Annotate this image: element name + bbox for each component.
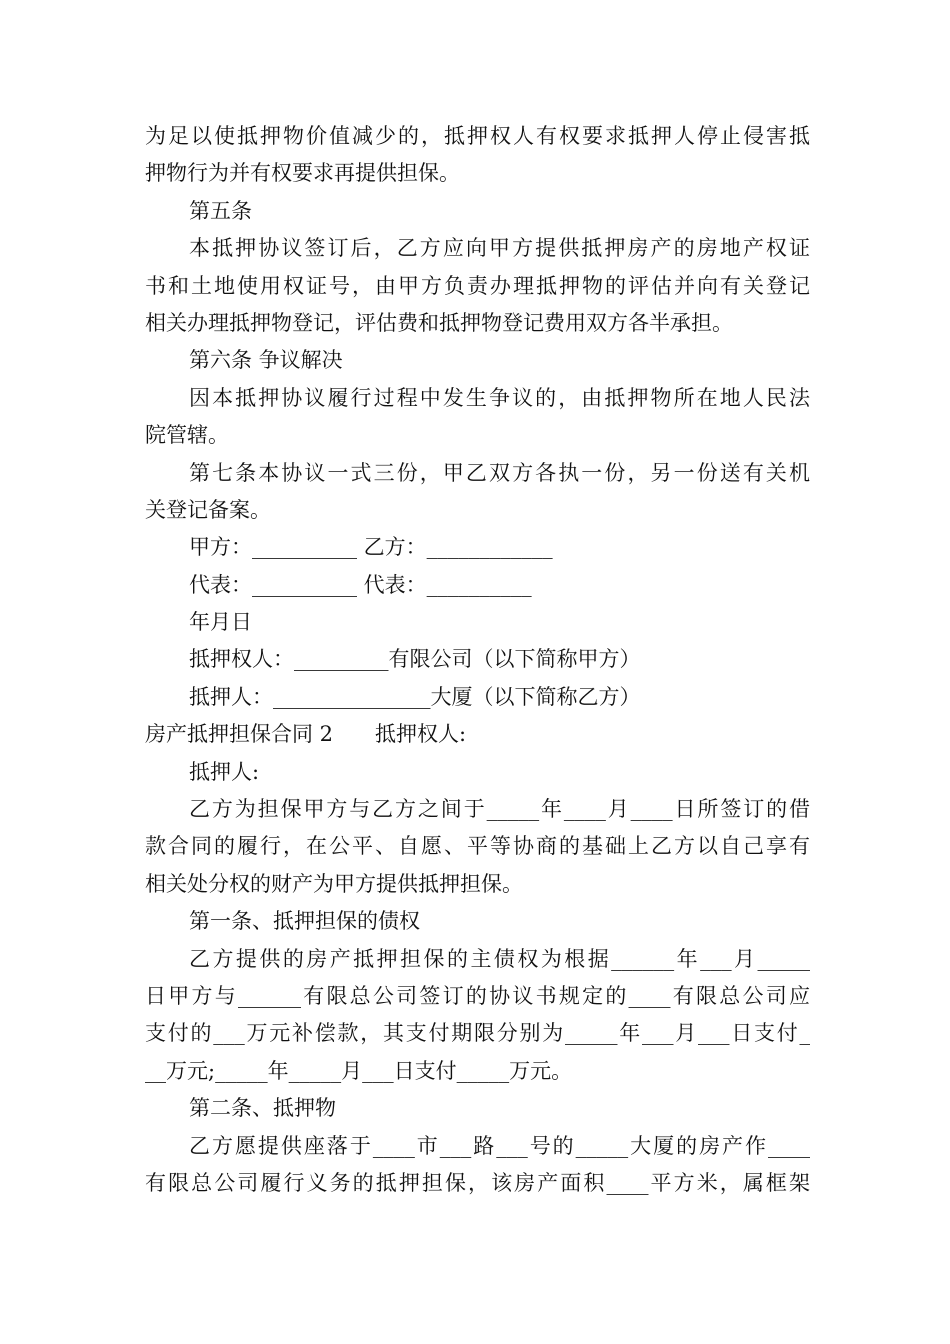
mortgagor-label: 抵押人:	[189, 759, 260, 784]
text-line: 乙方愿提供座落于____市___路___号的_____大厦的房产作____	[189, 1133, 810, 1158]
mortgagee-line: 抵押权人：_________有限公司（以下简称甲方）	[189, 647, 641, 672]
article-heading: 第六条 争议解决	[189, 348, 343, 373]
text-line: 支付的___万元补偿款，其支付期限分别为_____年___月___日支付_	[145, 1021, 810, 1046]
text-line: 有限总公司履行义务的抵押担保，该房产面积____平方米，属框架	[145, 1170, 810, 1195]
text-line: 本抵押协议签订后，乙方应向甲方提供抵押房产的房地产权证	[189, 236, 810, 261]
text-line: 书和土地使用权证号，由甲方负责办理抵押物的评估并向有关登记	[145, 273, 810, 298]
contract-text	[145, 118, 810, 1202]
text-line: 关登记备案。	[145, 497, 271, 522]
text-line: 乙方为担保甲方与乙方之间于_____年____月____日所签订的借	[189, 797, 810, 822]
signature-line: 甲方：__________ 乙方：____________	[189, 535, 553, 560]
text-line: 第七条本协议一式三份，甲乙双方各执一份，另一份送有关机	[189, 460, 810, 485]
contract-title: 房产抵押担保合同 2 抵押权人:	[145, 722, 467, 747]
text-line: 相关办理抵押物登记，评估费和抵押物登记费用双方各半承担。	[145, 310, 733, 335]
article-heading: 第一条、抵押担保的债权	[189, 909, 420, 934]
text-line: 款合同的履行，在公平、自愿、平等协商的基础上乙方以自己享有	[145, 834, 810, 859]
text-line: 因本抵押协议履行过程中发生争议的，由抵押物所在地人民法	[189, 385, 810, 410]
article-heading: 第二条、抵押物	[189, 1096, 336, 1121]
text-line: 日甲方与______有限总公司签订的协议书规定的____有限总公司应	[145, 983, 810, 1008]
text-line: 为足以使抵押物价值减少的，抵押权人有权要求抵押人停止侵害抵	[145, 124, 810, 148]
article-heading: 第五条	[189, 198, 252, 223]
text-line: 乙方提供的房产抵押担保的主债权为根据______年___月_____	[189, 946, 810, 971]
text-line: __万元;_____年_____月___日支付_____万元。	[145, 1058, 573, 1083]
text-line: 押物行为并有权要求再提供担保。	[145, 161, 460, 186]
text-line: 院管辖。	[145, 423, 229, 448]
mortgagor-line: 抵押人：_______________大厦（以下简称乙方）	[189, 684, 641, 709]
date-line: 年月日	[189, 610, 252, 635]
representative-line: 代表：__________ 代表：__________	[189, 572, 532, 597]
text-line: 相关处分权的财产为甲方提供抵押担保。	[145, 871, 523, 896]
